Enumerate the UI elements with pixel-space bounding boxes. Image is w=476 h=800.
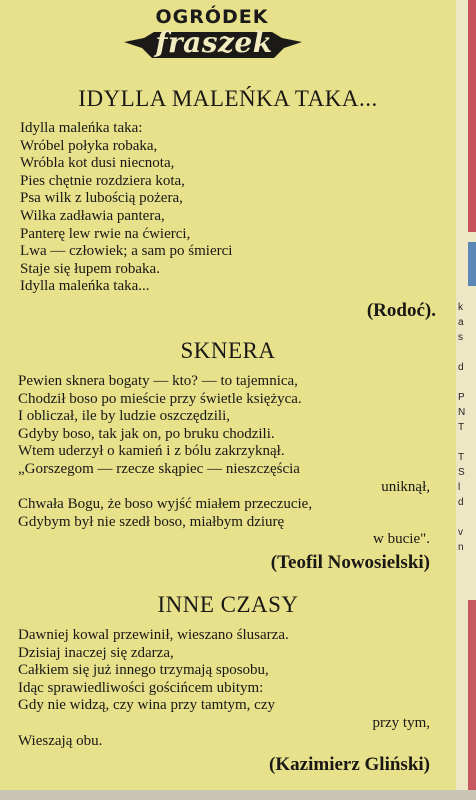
poem-line: Lwa — człowiek; a sam po śmierci xyxy=(20,243,233,260)
poem-line: „Gorszegom — rzecze skąpiec — nieszczęścia xyxy=(18,460,300,477)
poem-author-2: (Teofil Nowosielski) xyxy=(270,552,430,573)
poem-title-3: INNE CZASY xyxy=(157,592,299,617)
poem-line: Gdy nie widzą, czy wina przy tamtym, czy xyxy=(18,697,275,714)
poem-line: Idylla maleńka taka... xyxy=(20,278,150,295)
poem-line: Wróbel połyka robaka, xyxy=(20,137,158,154)
poem-body-3 xyxy=(18,627,430,750)
poem-line: Idąc sprawiedliwości gościńcem ubitym: xyxy=(18,679,264,696)
logo-script-word: fraszek xyxy=(155,26,273,59)
column-logo xyxy=(124,4,304,76)
poem-line: Gdyby boso, tak jak on, po bruku chodzili. xyxy=(18,425,275,442)
poem-line: Wróbla kot dusi niecnota, xyxy=(20,155,175,172)
poem-line: Chwała Bogu, że boso wyjść miałem przeczucie, xyxy=(18,496,313,513)
poem-line: Panterę lew rwie na ćwierci, xyxy=(20,225,191,242)
adjacent-red-block xyxy=(468,0,476,232)
poem-line: Pewien sknera bogaty — kto? — to tajemnica, xyxy=(18,373,298,389)
poem-line: I obliczał, ile by ludzie oszczędzili, xyxy=(18,408,230,425)
adjacent-blue-block xyxy=(468,242,476,286)
poem-author-3: (Kazimierz Gliński) xyxy=(269,754,430,775)
poem-line: Dawniej kowal przewinił, wieszano ślusarza. xyxy=(18,627,289,643)
poem-title-2: SKNERA xyxy=(180,338,276,363)
poem-body-1 xyxy=(20,120,232,296)
poem-line: Pies chętnie rozdziera kota, xyxy=(20,172,185,189)
poem-line: Gdybym był nie szedł boso, miałbym dziurę xyxy=(18,513,285,530)
poem-line: Dzisiaj inaczej się zdarza, xyxy=(18,644,174,661)
poem-line: Chodził boso po mieście przy świetle księżyca. xyxy=(18,390,302,407)
adjacent-red-block xyxy=(468,600,476,800)
poem-line: Wtem uderzył o kamień i z bólu zakrzyknął. xyxy=(18,443,285,460)
poem-line: Idylla maleńka taka: xyxy=(20,120,143,136)
poem-line: Psa wilk z lubością pożera, xyxy=(20,190,183,207)
poem-title-1: IDYLLA MALEŃKA TAKA... xyxy=(78,86,378,111)
adjacent-column-edge xyxy=(456,0,476,800)
logo-top-word: OGRÓDEK xyxy=(155,6,269,28)
poem-line: Wilka zadławia pantera, xyxy=(20,207,165,224)
poem-line: przy tym, xyxy=(372,714,430,731)
poem-line: uniknął, xyxy=(381,478,430,495)
adjacent-column-text: k a s d P N T T S l d v n xyxy=(458,302,466,553)
poem-line: Staje się łupem robaka. xyxy=(20,260,160,277)
poem-body-2 xyxy=(18,373,430,549)
poem-line: w bucie". xyxy=(373,531,430,548)
poem-author-1: (Rodoć). xyxy=(366,300,436,321)
page-bottom-edge xyxy=(0,790,476,800)
poem-line: Wieszają obu. xyxy=(18,732,103,749)
poem-line: Całkiem się już innego trzymają sposobu, xyxy=(18,662,269,679)
